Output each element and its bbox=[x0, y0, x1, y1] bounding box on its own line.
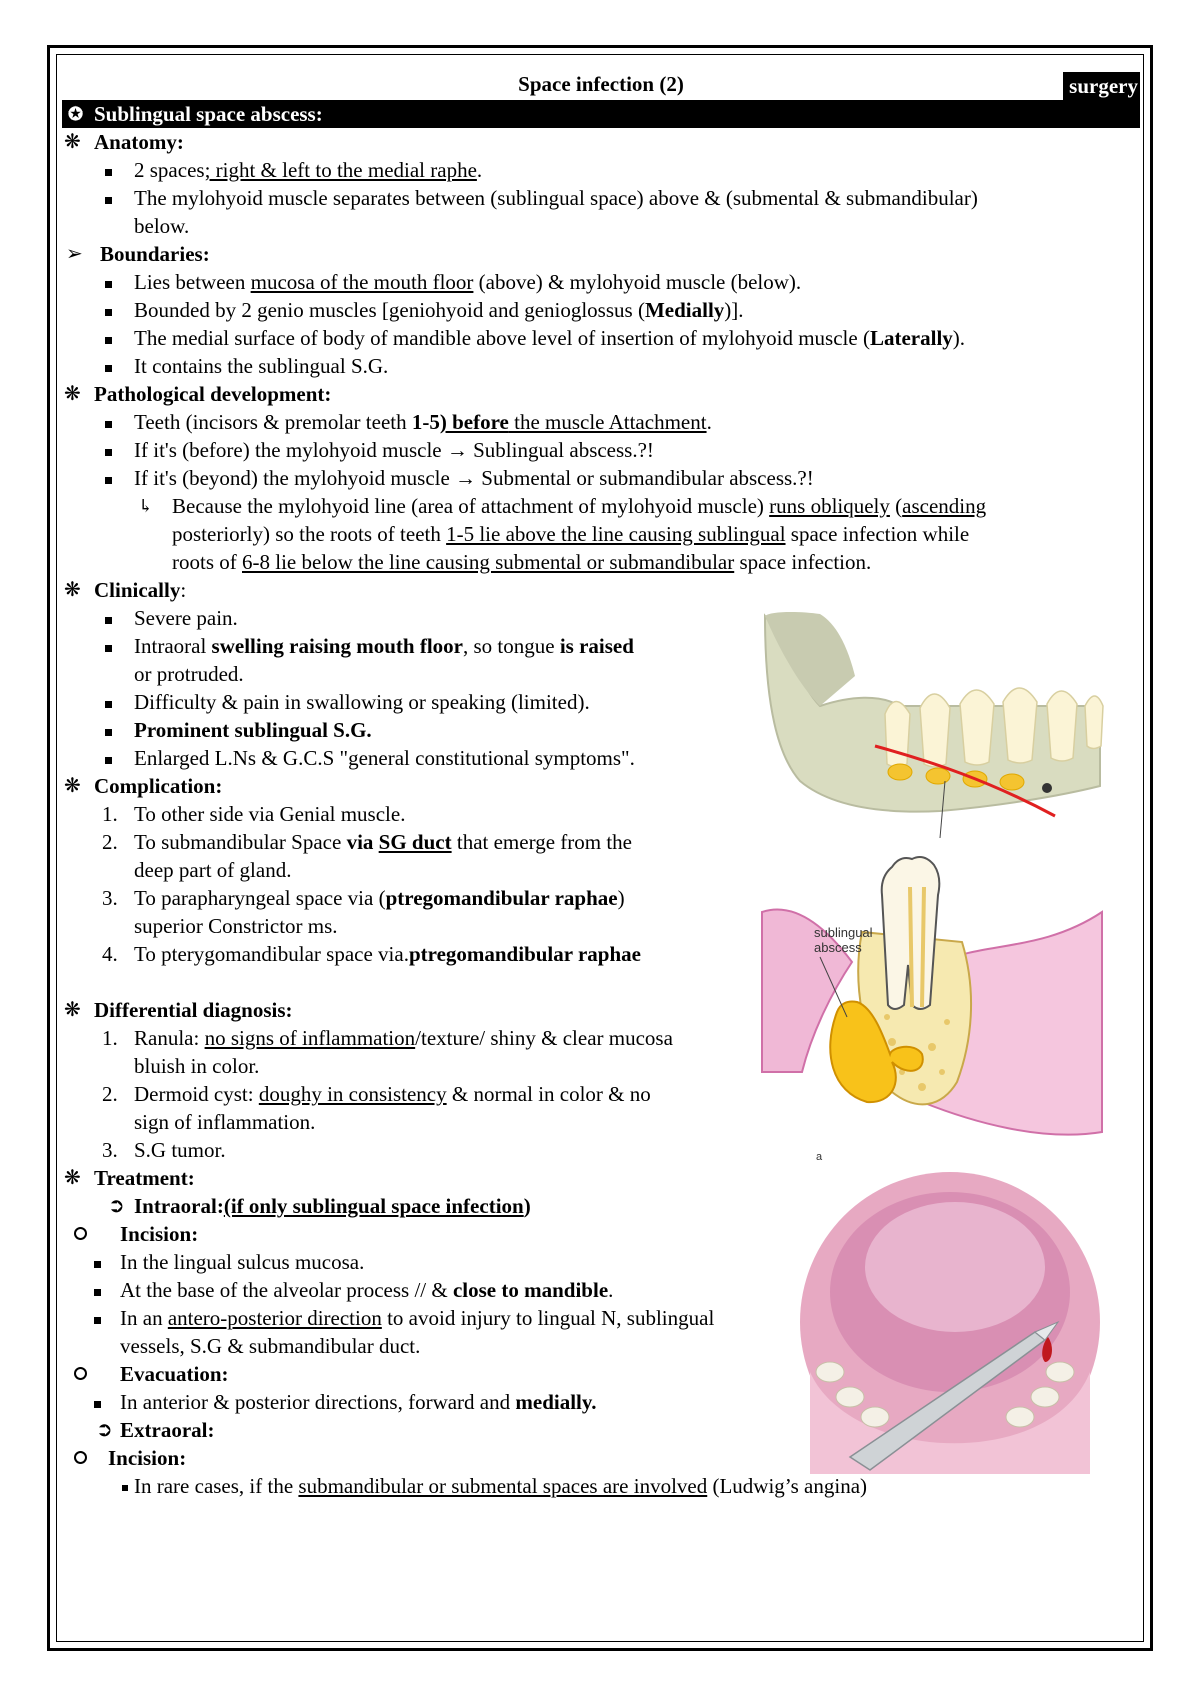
evacuation-item-1: In anterior & posterior directions, forward and medially. bbox=[120, 1390, 597, 1414]
square-bullet-icon bbox=[105, 757, 112, 764]
anatomy-item-1: 2 spaces; right & left to the medial raphe. bbox=[134, 158, 483, 182]
incision-item-3-cont: vessels, S.G & submandibular duct. bbox=[120, 1334, 421, 1358]
anatomy-item-2-cont: below. bbox=[134, 214, 190, 238]
boundaries-item-3: The medial surface of body of mandible above level of insertion of mylohyoid muscle (Laterally). bbox=[134, 326, 966, 350]
abscess-label-line-2: abscess bbox=[814, 940, 862, 955]
clinically-item-4: Prominent sublingual S.G. bbox=[134, 718, 372, 742]
page-title: Space infection (2) bbox=[518, 72, 684, 96]
panel-letter: a bbox=[816, 1151, 823, 1163]
hook-arrow-icon: ↳ bbox=[138, 496, 154, 516]
asterisk-icon: ❋ bbox=[64, 775, 81, 797]
treatment-extraoral: Extraoral: bbox=[120, 1418, 215, 1442]
complication-item-2: To submandibular Space via SG duct that emerge from the bbox=[134, 830, 632, 854]
boundaries-item-4: It contains the sublingual S.G. bbox=[134, 354, 389, 378]
differential-item-2: Dermoid cyst: doughy in consistency & normal in color & no bbox=[134, 1082, 651, 1106]
abscess-label-line-1: sublingual bbox=[814, 925, 873, 940]
square-bullet-icon bbox=[122, 1485, 128, 1491]
boundaries-heading: Boundaries: bbox=[100, 242, 210, 266]
list-number: 1. bbox=[102, 802, 118, 826]
square-bullet-icon bbox=[105, 309, 112, 316]
clinically-item-2-cont: or protruded. bbox=[134, 662, 244, 686]
evacuation-heading: Evacuation: bbox=[120, 1362, 229, 1386]
mandible-figure bbox=[760, 606, 1120, 846]
square-bullet-icon bbox=[94, 1401, 101, 1408]
asterisk-icon: ❋ bbox=[64, 1167, 81, 1189]
square-bullet-icon bbox=[94, 1289, 101, 1296]
incision-item-2: At the base of the alveolar process // & close to mandible. bbox=[120, 1278, 614, 1302]
incision-heading: Incision: bbox=[120, 1222, 199, 1246]
clinically-item-2: Intraoral swelling raising mouth floor, so tongue is raised bbox=[134, 634, 634, 658]
pathological-note-line-2: posteriorly) so the roots of teeth 1-5 lie above the line causing sublingual space infection while bbox=[172, 522, 970, 546]
clinically-item-5: Enlarged L.Ns & G.C.S "general constitutional symptoms". bbox=[134, 746, 635, 770]
subject-tag: surgery bbox=[1063, 72, 1140, 100]
square-bullet-icon bbox=[94, 1261, 101, 1268]
treatment-intraoral: Intraoral:(if only sublingual space infection) bbox=[134, 1194, 531, 1218]
asterisk-icon: ❋ bbox=[64, 999, 81, 1021]
list-number: 1. bbox=[102, 1026, 118, 1050]
asterisk-icon: ❋ bbox=[64, 383, 81, 405]
treatment-heading: Treatment: bbox=[94, 1166, 195, 1190]
complication-item-3: To parapharyngeal space via (ptregomandibular raphae) bbox=[134, 886, 625, 910]
square-bullet-icon bbox=[105, 337, 112, 344]
clinically-item-1: Severe pain. bbox=[134, 606, 238, 630]
complication-item-4: To pterygomandibular space via.ptregomandibular raphae bbox=[134, 942, 641, 966]
extraoral-item-1: In rare cases, if the submandibular or submental spaces are involved (Ludwig’s angina) bbox=[134, 1474, 868, 1498]
asterisk-icon: ❋ bbox=[64, 131, 81, 153]
square-bullet-icon bbox=[105, 197, 112, 204]
pathological-item-2: If it's (before) the mylohyoid muscle → Sublingual abscess.?! bbox=[134, 438, 654, 462]
anatomy-item-2: The mylohyoid muscle separates between (sublingual space) above & (submental & submandibular) bbox=[134, 186, 978, 210]
asterisk-icon: ❋ bbox=[64, 579, 81, 601]
differential-heading: Differential diagnosis: bbox=[94, 998, 293, 1022]
clinically-heading: Clinically: bbox=[94, 578, 187, 602]
incision-item-1: In the lingual sulcus mucosa. bbox=[120, 1250, 365, 1274]
circle-bullet-icon bbox=[74, 1451, 87, 1464]
list-number: 3. bbox=[102, 1138, 118, 1162]
section-bullet-icon: ✪ bbox=[68, 104, 84, 124]
differential-item-1-cont: bluish in color. bbox=[134, 1054, 260, 1078]
intraoral-incision-figure bbox=[790, 1172, 1100, 1474]
square-bullet-icon bbox=[94, 1317, 101, 1324]
curved-arrow-icon: ➲ bbox=[108, 1195, 125, 1217]
square-bullet-icon bbox=[105, 617, 112, 624]
complication-item-3-cont: superior Constrictor ms. bbox=[134, 914, 338, 938]
pathological-item-1: Teeth (incisors & premolar teeth 1-5) before the muscle Attachment. bbox=[134, 410, 712, 434]
list-number: 2. bbox=[102, 1082, 118, 1106]
list-number: 3. bbox=[102, 886, 118, 910]
incision-item-3: In an antero-posterior direction to avoid injury to lingual N, sublingual bbox=[120, 1306, 715, 1330]
differential-item-3: S.G tumor. bbox=[134, 1138, 226, 1162]
pathological-heading: Pathological development: bbox=[94, 382, 332, 406]
clinically-item-3: Difficulty & pain in swallowing or speaking (limited). bbox=[134, 690, 590, 714]
pathological-note-line-3: roots of 6-8 lie below the line causing submental or submandibular space infection. bbox=[172, 550, 872, 574]
list-number: 2. bbox=[102, 830, 118, 854]
anatomy-heading: Anatomy: bbox=[94, 130, 184, 154]
list-number: 4. bbox=[102, 942, 118, 966]
square-bullet-icon bbox=[105, 449, 112, 456]
section-bar bbox=[62, 100, 1140, 128]
curved-arrow-icon: ➲ bbox=[96, 1419, 113, 1441]
arrowhead-icon: ➢ bbox=[66, 243, 83, 265]
complication-item-2-cont: deep part of gland. bbox=[134, 858, 292, 882]
sublingual-abscess-figure bbox=[742, 842, 1112, 1163]
pathological-item-3: If it's (beyond) the mylohyoid muscle → Submental or submandibular abscess.?! bbox=[134, 466, 814, 490]
square-bullet-icon bbox=[105, 281, 112, 288]
complication-heading: Complication: bbox=[94, 774, 223, 798]
pathological-note-line-1: Because the mylohyoid line (area of attachment of mylohyoid muscle) runs obliquely (ascending bbox=[172, 494, 987, 518]
boundaries-item-1: Lies between mucosa of the mouth floor (above) & mylohyoid muscle (below). bbox=[134, 270, 802, 294]
differential-item-2-cont: sign of inflammation. bbox=[134, 1110, 316, 1134]
square-bullet-icon bbox=[105, 729, 112, 736]
circle-bullet-icon bbox=[74, 1367, 87, 1380]
differential-item-1: Ranula: no signs of inflammation/texture/ shiny & clear mucosa bbox=[134, 1026, 673, 1050]
incision-heading-2: Incision: bbox=[108, 1446, 187, 1470]
circle-bullet-icon bbox=[74, 1227, 87, 1240]
square-bullet-icon bbox=[105, 169, 112, 176]
square-bullet-icon bbox=[105, 365, 112, 372]
boundaries-item-2: Bounded by 2 genio muscles [geniohyoid and genioglossus (Medially)]. bbox=[134, 298, 744, 322]
complication-item-1: To other side via Genial muscle. bbox=[134, 802, 406, 826]
square-bullet-icon bbox=[105, 421, 112, 428]
square-bullet-icon bbox=[105, 477, 112, 484]
square-bullet-icon bbox=[105, 701, 112, 708]
section-title: Sublingual space abscess: bbox=[94, 102, 323, 126]
square-bullet-icon bbox=[105, 645, 112, 652]
